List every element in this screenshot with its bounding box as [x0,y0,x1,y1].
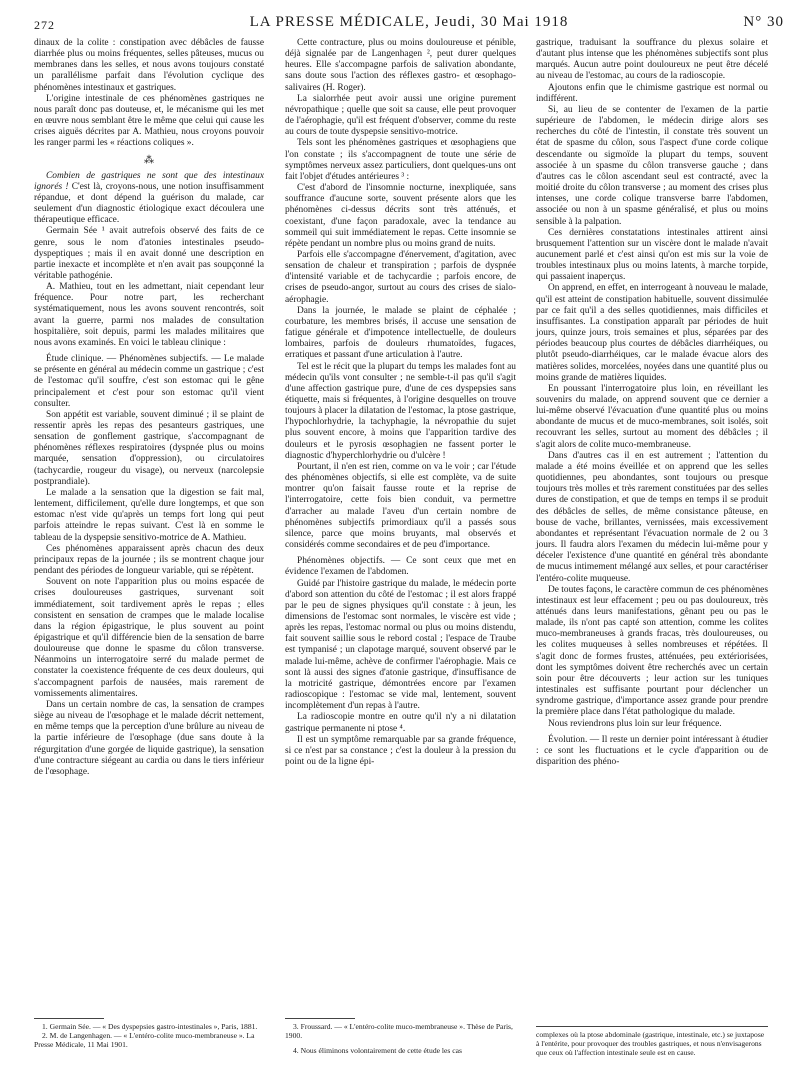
footnote-rule [285,1018,355,1019]
paragraph: Nous reviendrons plus loin sur leur fréquence. [548,718,722,729]
paragraph: Dans la journée, le malade se plaint de céphalée ; courbature, les membres brisés, il accuse une sensation de fatigue générale et d'impotence intellectuelle, de douleurs lombaires, parfois de douleurs rhumatoïdes, fugaces, erratiques et passant d'une articulation à l'autre. [285,305,516,361]
footnote: complexes où la ptose abdominale (gastrique, intestinale, etc.) se juxtapose à l'entérite, pour provoquer des troubles gastriques, et nous n'envisagerons que ceux où l'affection intestinale seule est en cause. [536,1030,765,1057]
paragraph: Tel est le récit que la plupart du temps les malades font au médecin qu'ils vont consulter ; ne semble-t-il pas qu'il s'agit d'une affection gastrique pure, d'une de ces dyspepsies sans étiquette, mais si fréquentes, à l'origine desquelles on trouve toujours à placer la dilatation de l'estomac, la ptose gastrique, l'hypochlorhydrie, la tachyphagie, la névropathie du sujet plus souvent encore, à moins que l'apparition tardive des douleurs et le pyrosis œsophagien ne fassent porter le diagnostic d'hyperchlorhydrie ou d'ulcère ! [285,361,516,461]
paragraph: Ajoutons enfin que le chimisme gastrique est normal ou indifférent. [536,82,768,104]
paragraph: Ces dernières constatations intestinales attirent ainsi brusquement l'attention sur un viscère dont le malade n'avait aucunement parlé et c'est ainsi qu'on est mis sur la voie de troubles intestinaux plus ou moins latents, à marche torpide, qui passaient inaperçus. [536,227,768,283]
paragraph: Phénomènes objectifs. — Ce sont ceux que met en évidence l'examen de l'abdomen. [285,556,516,578]
paragraph: En poussant l'interrogatoire plus loin, en réveillant les souvenirs du malade, on apprend souvent que ce dernier a lui-même observé l'évacuation d'une quantité plus ou moins abondante de mucus et de muco-membranes, soit isolés, soit recouvrant les selles, surtout au moment des débâcles ; il s'agit alors de colite muco-membraneuse. [536,383,768,450]
footnote: 2. M. de Langenhagen. — « L'entéro-colite muco-membraneuse ». La Presse Médicale, 11 Mai 1901. [34,1031,255,1049]
paragraph [34,171,264,227]
paragraph: Si, au lieu de se contenter de l'examen de la partie supérieure de l'abdomen, le médecin dirige alors ses recherches du côté de l'intestin, il constate très souvent un état de spasme du côlon, sous l'aspect d'une corde colique descendante ou sigmoïde la plupart du temps, souvent associée à un spasme du côlon transverse gauche ; dans d'autres cas le côlon ascendant seul est contracté, avec la moitié droite du côlon transverse ; au moment des crises plus intenses, une corde colique transverse barre l'abdomen, associée ou non à un spasme généralisé, et plus ou moins sensible à la palpation. [536,104,768,227]
paragraph: dinaux de la colite : constipation avec débâcles de fausse diarrhée plus ou moins fréquentes, selles pâteuses, mucus ou membranes dans les selles, et nous avons toujours constaté un parallélisme parfait dans l'évolution cyclique des phénomènes intestinaux et gastriques. [34,38,264,93]
paragraph: Guidé par l'histoire gastrique du malade, le médecin porte d'abord son attention du côté de l'estomac ; il est alors frappé par le peu de signes physiques qu'il constate : à jeun, les dimensions de l'estomac sont normales, le viscère est vide ; après les repas, l'estomac normal ou plus ou moins distendu, fait souvent saillie sous le rebord costal ; l'espace de Traube est tympanisé ; un clapotage marqué, souvent observé par le malade lui-même, achève de confirmer l'aérophagie. Mais ce sont là aussi des signes d'atonie gastrique, d'insuffisance de la motricité gastrique, démontrées encore par l'examen radioscopique : l'estomac se vide mal, lentement, souvent incomplètement d'un repas à l'autre. [285,578,516,712]
footnotes-col1 [34,1022,264,1049]
paragraph: Parfois elle s'accompagne d'énervement, d'agitation, avec sensation de chaleur et transpiration ; parfois de dyspnée d'intensité variable et de tachycardie ; parfois encore, de crises de pseudo-angor, surtout au cours des crises de sialo-aérophagie. [285,249,516,305]
column-2 [285,38,516,768]
paragraph: La sialorrhée peut avoir aussi une origine purement névropathique ; quelle que soit sa cause, elle peut provoquer de l'aérophagie, qu'il est fréquent d'observer, comme du reste au cours de toute dyspepsie sensitivo-motrice. [285,93,516,138]
paragraph: A. Mathieu, tout en les admettant, niait cependant leur fréquence. Pour notre part, les recherchant systématiquement, nous les avons souvent rencontrés, soit avant la guerre, parmi nos malades de consultation hospitalière, soit depuis, parmi les malades militaires que nous avons examinés. En voici le tableau clinique : [34,282,264,348]
paragraph: Étude clinique. — Phénomènes subjectifs. — Le malade se présente en général au médecin comme un gastrique ; c'est de l'estomac qu'il souffre, c'est son estomac qui le gêne principalement et c'est pour son estomac qu'il vient consulter. [34,354,264,409]
paragraph: gastrique, traduisant la souffrance du plexus solaire et d'autant plus intense que les phénomènes subjectifs sont plus marqués. Aucun autre point douloureux ne peut être décelé au niveau de l'estomac, au cours de la radioscopie. [536,38,768,82]
footnotes-col3 [536,1030,768,1057]
footnote: 1. Germain Sée. — « Des dyspepsies gastro-intestinales », Paris, 1881. [42,1022,258,1031]
paragraph: La radioscopie montre en outre qu'il n'y a ni dilatation gastrique permanente ni ptose ⁴. [285,712,516,734]
footnote: 4. Nous éliminons volontairement de cette étude les cas [293,1046,462,1055]
paragraph: On apprend, en effet, en interrogeant à nouveau le malade, qu'il est atteint de constipation habituelle, souvent dissimulée par ce fait qu'il a des selles quotidiennes, mais difficiles et insuffisantes. La constipation apparaît par périodes de huit jours, quinze jours, trois semaines et plus, séparées par des périodes beaucoup plus courtes de débâcles diarrhéiques, ou plutôt pseudo-diarrhéiques, car le malade évacue alors des matières solides, morcelées, noyées dans une quantité plus ou moins grande de matières liquides. [536,283,768,383]
page-number: 272 [34,18,55,32]
section-separator: ⁂ [144,154,154,166]
paragraph: Dans un certain nombre de cas, la sensation de crampes siège au niveau de l'œsophage et le malade décrit nettement, en même temps que la perception d'une brûlure au niveau de la partie inférieure de l'œsophage (due sans doute à la régurgitation d'une gorgée de liquide gastrique), la sensation d'une contracture siégeant au cardia ou dans le tiers inférieur de l'œsophage. [34,699,264,777]
paragraph: Évolution. — Il reste un dernier point intéressant à étudier : ce sont les fluctuations et le cycle d'apparition ou de disparition des phéno- [536,734,768,767]
paragraph: Souvent on note l'apparition plus ou moins espacée de crises douloureuses gastriques, survenant soit immédiatement, soit tardivement après le repas ; elles consistent en sensation de crampes que le malade localise dans la région épigastrique, le plus souvent au point épigastrique et qu'il différencie bien de la sensation de barre douloureuse que donne le spasme du côlon transverse. Néanmoins un interrogatoire serré du malade permet de constater la coexistence fréquente de ces deux douleurs, qui s'accompagnent parfois de nausées, mais rarement de vomissements alimentaires. [34,577,264,699]
page-header [34,6,784,34]
paragraph-text: C'est là, croyons-nous, une notion insuffisamment répandue, et dont dépend la guérison du malade, car seulement d'un diagnostic étiologique exact découlera une thérapeutique efficace. [34,181,264,226]
paragraph: Cette contracture, plus ou moins douloureuse et pénible, déjà signalée par de Langenhagen ², peut durer quelques heures. Elle s'accompagne parfois de salivation abondante, sans doute sous l'action des réflexes gastro- et œsophago-salivaires (H. Roger). [285,38,516,93]
paragraph: Dans d'autres cas il en est autrement ; l'attention du malade a été moins éveillée et on apprend que les selles quotidiennes, peu abondantes, sont toujours ou presque toujours très molles et très rarement constituées par des selles dures de constipation, et que de temps en temps il se produit des débâcles de selles, de même consistance pâteuse, en bouse de vache, brillantes, vernissées, mais excessivement abondantes et représentant l'évacuation normale de 2 ou 3 jours. Il faudra alors l'examen du médecin lui-même pour y déceler l'existence d'une quantité en général très abondante de mucus intimement mélangé aux selles, et pour caractériser l'entéro-colite muqueuse. [536,450,768,584]
paragraph: Son appétit est variable, souvent diminué ; il se plaint de ressentir après les repas des pesanteurs gastriques, une sensation de gonflement gastrique, s'accompagnant de phénomènes réflexes respiratoires (dyspnée plus ou moins marquée, sensation d'oppression), ou circulatoires (tachycardie, rougeur du visage), ou nerveux (narcolepsie postprandiale). [34,409,264,487]
paragraph: De toutes façons, le caractère commun de ces phénomènes intestinaux est leur effacement ; peu ou pas douloureux, très atténués dans leurs manifestations, gênant peu ou pas le malade, ils n'ont pas capté son attention, comme les colites muco-membraneuses à grands fracas, très douloureuses, ou les colites muqueuses à selles nombreuses et répétées. Il s'agit donc de formes frustes, atténuées, peu extériorisées, dont les symptômes doivent être recherchés avec un certain soin pour être découverts ; leur action sur les tuniques intestinales est suffisante pourtant pour déclencher un syndrome gastrique, d'importance assez grande pour prendre la première place dans l'état pathologique du malade. [536,584,768,718]
issue-number: N° 30 [743,14,784,30]
column-1 [34,38,264,778]
italic-lead: Combien de gastriques ne sont que des intestinaux ignorés ! [34,170,264,192]
footnote-rule [536,1026,768,1027]
paragraph: Pourtant, il n'en est rien, comme on va le voir ; car l'étude des phénomènes objectifs, si elle est complète, va de suite montrer qu'on faisait fausse route et la reprise de l'interrogatoire, cette fois bien conduit, va permettre d'arracher au malade l'aveu d'un certain nombre de phénomènes subjectifs primordiaux qu'il a passés sous silence, parce que moins bruyants, mal observés et considérés comme secondaires et de peu d'importance. [285,461,516,551]
paragraph: Tels sont les phénomènes gastriques et œsophagiens que l'on constate ; ils s'accompagnent de toute une série de symptômes nerveux assez particuliers, dont quelques-uns ont fait l'objet d'études antérieures ³ : [285,138,516,182]
paragraph: Germain Sée ¹ avait autrefois observé des faits de ce genre, sous le nom d'atonies intestinales pseudo-dyspeptiques ; mais il en avait donné une description en partie inexacte et incomplète et n'en avait pas soupçonné la véritable pathogénie. [34,226,264,281]
footnote: 3. Froussard. — « L'entéro-colite muco-membraneuse ». Thèse de Paris, 1900. [285,1022,513,1040]
footnote-rule [34,1018,104,1019]
column-3 [536,38,768,768]
paragraph: Il est un symptôme remarquable par sa grande fréquence, si ce n'est par sa constance ; c'est la douleur à la pression du point ou de la ligne épi- [285,734,516,767]
paragraph: Ces phénomènes apparaissent après chacun des deux principaux repas de la journée ; ils se montrent chaque jour pendant des périodes de longueur variable, qui se répètent. [34,543,264,577]
footnotes-col2 [285,1022,516,1055]
paragraph: C'est d'abord de l'insomnie nocturne, inexpliquée, sans souffrance d'aucune sorte, souvent présente alors que les phénomènes ci-dessus décrits sont très atténués, et coexistant, d'une façon paradoxale, avec la tendance au sommeil qui suit immédiatement le repas. Cette insomnie se répète pendant un nombre plus ou moins grand de nuits. [285,183,516,249]
paragraph: L'origine intestinale de ces phénomènes gastriques ne nous paraît donc pas douteuse, et, le mécanisme qui les met en œuvre nous semblant être le même que celui qui cause les crises aiguës décrites par A. Mathieu, nous croyons pouvoir les ranger parmi les « réactions coliques ». [34,93,264,149]
journal-title: LA PRESSE MÉDICALE, Jeudi, 30 Mai 1918 [249,14,569,30]
paragraph: Le malade a la sensation que la digestion se fait mal, lentement, difficilement, qu'elle dure longtemps, et que son estomac n'est vide qu'après un temps fort long qui peut parfois atteindre le repas suivant. C'est là en somme le tableau de la dyspepsie sensitivo-motrice de A. Mathieu. [34,487,264,543]
